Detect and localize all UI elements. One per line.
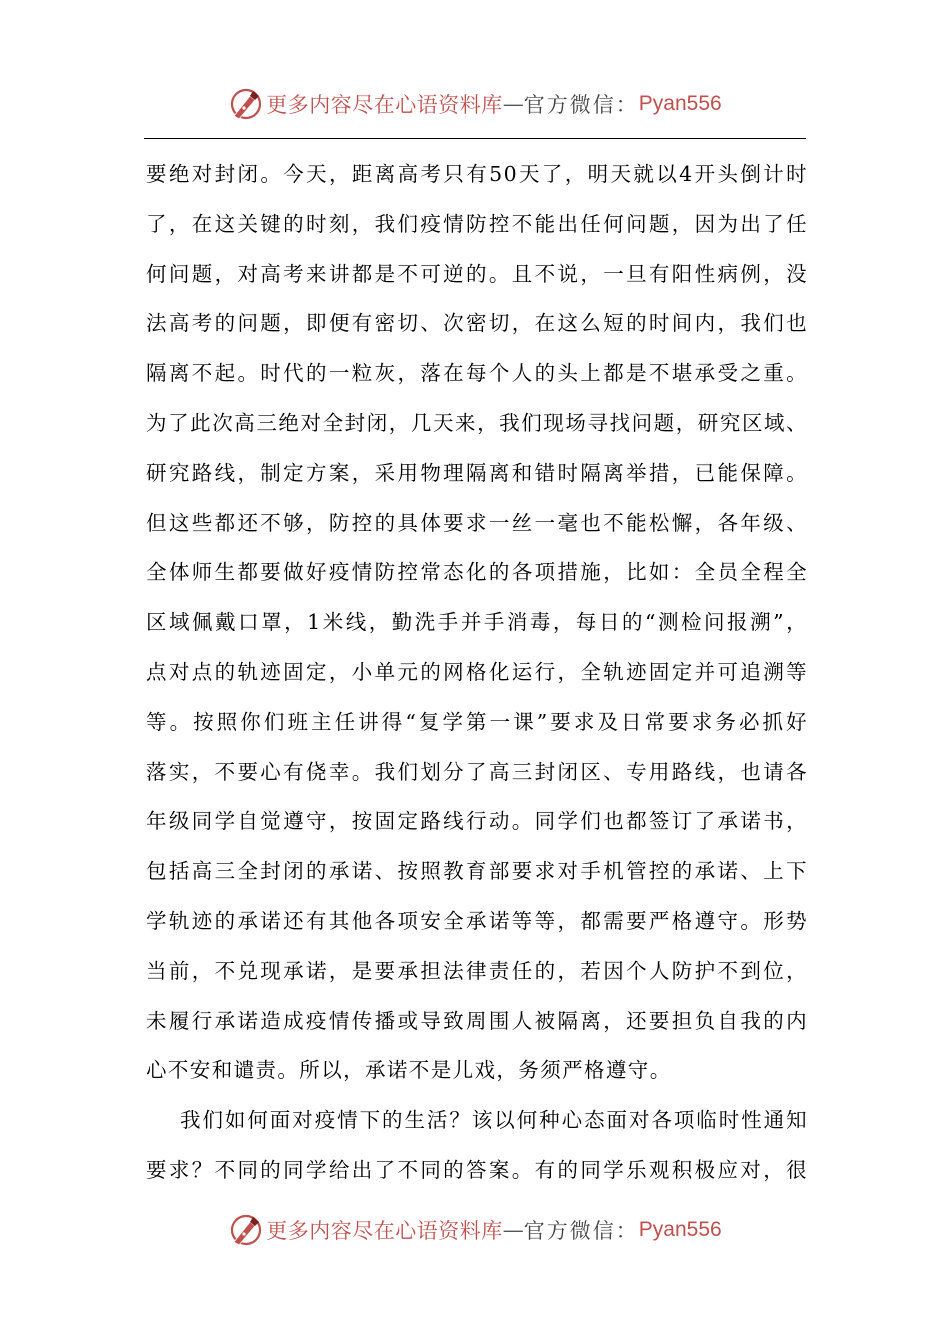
body-line: 研究路线，制定方案，采用物理隔离和错时隔离举措，已能保障。 <box>146 460 808 485</box>
body-line: 要求？不同的同学给出了不同的答案。有的同学乐观积极应对，很 <box>146 1157 808 1182</box>
footer-banner-main: 更多内容尽在心语资料库 <box>266 1219 503 1243</box>
footer-banner <box>0 1208 950 1252</box>
pen-nib-logo-icon <box>228 1212 264 1248</box>
header-banner-dash: — <box>502 92 524 116</box>
body-line: 年级同学自觉遵守，按固定路线行动。同学们也都签订了承诺书， <box>146 809 808 834</box>
body-line: 了，在这关键的时刻，我们疫情防控不能出任何问题，因为出了任 <box>146 211 808 236</box>
header-banner-id: Pyan556 <box>638 92 722 115</box>
header-banner-wechat: 官方微信： <box>523 93 639 117</box>
body-line: 但这些都还不够，防控的具体要求一丝一毫也不能松懈，各年级、 <box>146 510 808 535</box>
footer-banner-wechat: 官方微信： <box>523 1219 639 1243</box>
body-line: 包括高三全封闭的承诺、按照教育部要求对手机管控的承诺、上下 <box>146 859 808 884</box>
header-rule <box>144 138 806 139</box>
body-line: 全体师生都要做好疫情防控常态化的各项措施，比如：全员全程全 <box>146 560 808 585</box>
footer-banner-id: Pyan556 <box>638 1218 722 1241</box>
body-line: 未履行承诺造成疫情传播或导致周围人被隔离，还要担负自我的内 <box>146 1008 808 1033</box>
body-line: 隔离不起。时代的一粒灰，落在每个人的头上都是不堪承受之重。 <box>146 361 808 386</box>
body-line: 为了此次高三绝对全封闭，几天来，我们现场寻找问题，研究区域、 <box>146 410 808 435</box>
body-line: 区域佩戴口罩，1米线，勤洗手并手消毒，每日的“测检问报溯”， <box>146 610 808 635</box>
body-line: 我们如何面对疫情下的生活？该以何种心态面对各项临时性通知 <box>180 1108 808 1133</box>
body-line: 学轨迹的承诺还有其他各项安全承诺等等，都需要严格遵守。形势 <box>146 908 808 933</box>
body-line: 落实，不要心有侥幸。我们划分了高三封闭区、专用路线，也请各 <box>146 759 808 784</box>
body-line: 等。按照你们班主任讲得“复学第一课”要求及日常要求务必抓好 <box>146 709 808 734</box>
body-line: 要绝对封闭。今天，距离高考只有50天了，明天就以4开头倒计时 <box>146 162 808 186</box>
body-line: 何问题，对高考来讲都是不可逆的。且不说，一旦有阳性病例，没 <box>146 261 808 286</box>
body-line: 当前，不兑现承诺，是要承担法律责任的，若因个人防护不到位， <box>146 958 808 983</box>
pen-nib-logo-icon <box>228 86 264 122</box>
footer-banner-dash: — <box>502 1218 524 1242</box>
body-line: 法高考的问题，即便有密切、次密切，在这么短的时间内，我们也 <box>146 311 808 336</box>
header-banner <box>0 82 950 126</box>
body-line: 心不安和谴责。所以，承诺不是儿戏，务须严格遵守。 <box>146 1058 672 1083</box>
body-text <box>146 150 808 1196</box>
header-banner-main: 更多内容尽在心语资料库 <box>266 93 503 117</box>
body-line: 点对点的轨迹固定，小单元的网格化运行，全轨迹固定并可追溯等 <box>146 659 808 684</box>
